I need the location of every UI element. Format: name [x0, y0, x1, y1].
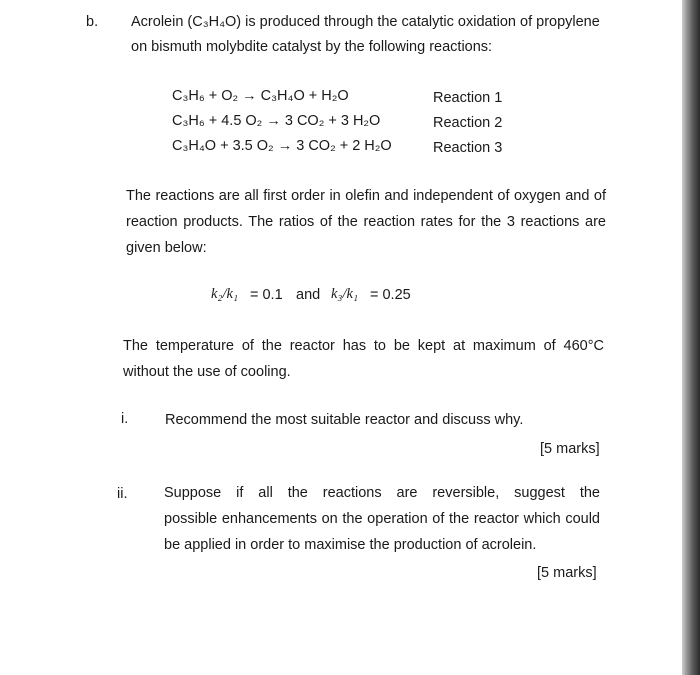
ratio-k3-k1-label: k₃/k₁ [331, 286, 358, 302]
intro-line-2: on bismuth molybdite catalyst by the following reactions: [131, 39, 493, 55]
part-ii-line-3: be applied in order to maximise the production of acrolein. [164, 537, 537, 553]
kinetics-line-1: The reactions are all first order in olefin and independent of oxygen and of [126, 188, 606, 204]
part-ii-line-1: Suppose if all the reactions are reversible, suggest the [164, 485, 600, 501]
part-i-text: Recommend the most suitable reactor and discuss why. [165, 412, 524, 428]
intro-line-1: Acrolein (C₃H₄O) is produced through the catalytic oxidation of propylene [131, 14, 600, 30]
kinetics-line-3: given below: [126, 240, 207, 256]
part-ii-paragraph [164, 480, 600, 558]
ratio-k2-k1-label: k₂/k₁ [211, 286, 238, 302]
temperature-line-1: The temperature of the reactor has to be kept at maximum of 460°C [123, 338, 604, 354]
temperature-paragraph [123, 333, 604, 385]
page-edge-shadow [682, 0, 700, 675]
reaction-3-equation: C₃H₄O + 3.5 O₂ → 3 CO₂ + 2 H₂O [172, 138, 392, 154]
part-ii-marks: [5 marks] [537, 565, 597, 581]
reaction-2-equation: C₃H₆ + 4.5 O₂ → 3 CO₂ + 3 H₂O [172, 113, 381, 129]
kinetics-paragraph [126, 183, 606, 261]
temperature-line-2: without the use of cooling. [123, 364, 291, 380]
question-label: b. [86, 14, 99, 30]
reaction-1-equation: C₃H₆ + O₂ → C₃H₄O + H₂O [172, 88, 349, 104]
kinetics-line-2: reaction products. The ratios of the reaction rates for the 3 reactions are [126, 214, 606, 230]
ratio-k2-k1-value: = 0.1 [250, 287, 283, 303]
part-ii-label: ii. [117, 486, 128, 502]
reaction-2-label: Reaction 2 [433, 115, 503, 131]
part-i-marks: [5 marks] [540, 441, 600, 457]
ratio-k3-k1-value: = 0.25 [370, 287, 411, 303]
part-ii-line-2: possible enhancements on the operation of the reactor which could [164, 511, 600, 527]
ratio-connector: and [296, 287, 321, 303]
reaction-1-label: Reaction 1 [433, 90, 503, 106]
reaction-3-label: Reaction 3 [433, 140, 503, 156]
part-i-label: i. [121, 411, 129, 427]
